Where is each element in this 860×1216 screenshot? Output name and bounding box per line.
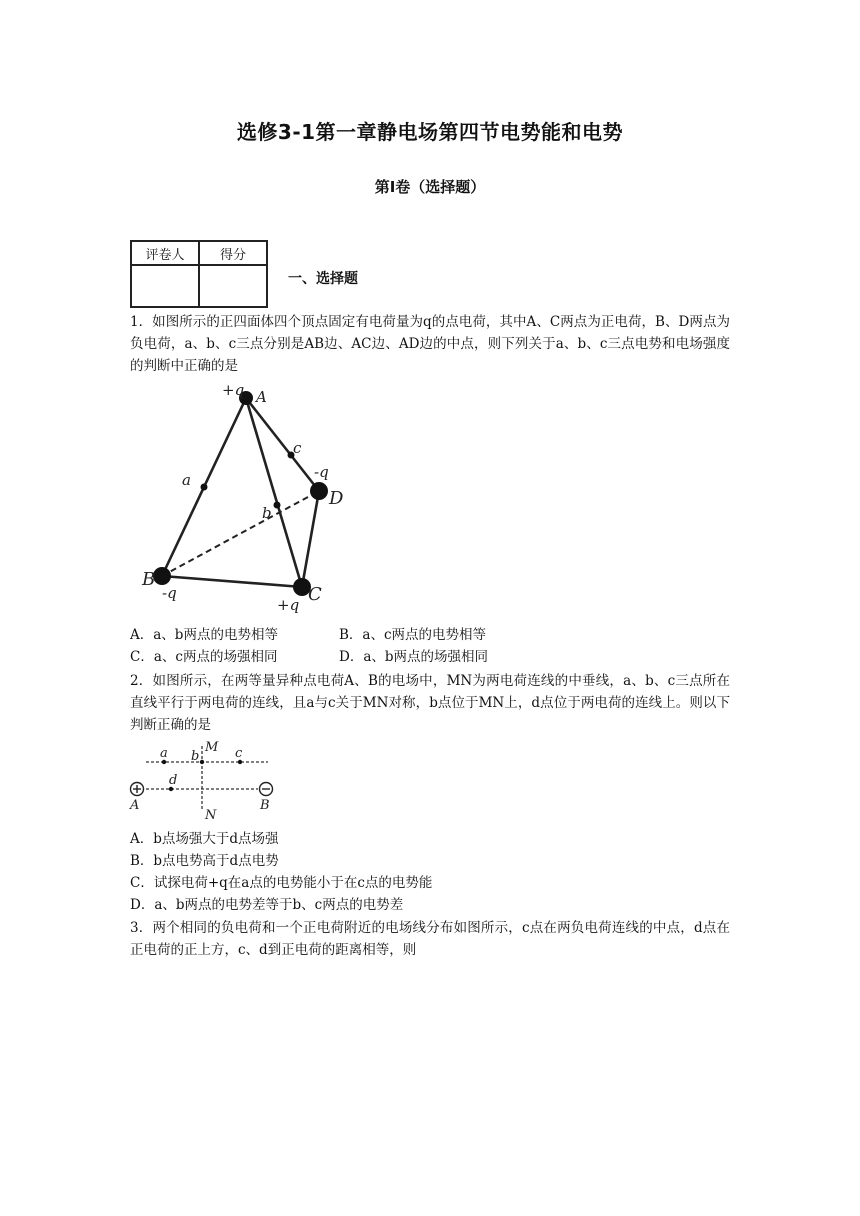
q1-tetrahedron-figure xyxy=(136,378,344,618)
edge-DC xyxy=(302,491,319,587)
label-N: N xyxy=(205,808,217,823)
label-plus-q-C: +q xyxy=(277,596,300,614)
label-M: M xyxy=(205,740,219,755)
page-title: 选修3-1第一章静电场第四节电势能和电势 xyxy=(236,120,624,144)
score-table-cell-grader xyxy=(131,265,199,307)
vertex-D xyxy=(310,482,328,500)
point-b xyxy=(200,760,204,764)
score-table-header-grader: 评卷人 xyxy=(131,241,199,265)
label-c: c xyxy=(293,439,302,457)
edge-AD xyxy=(246,398,319,491)
label-a: a xyxy=(182,471,191,489)
score-table xyxy=(130,240,268,308)
midpoint-b xyxy=(274,502,281,509)
vertex-B xyxy=(153,567,171,585)
q1-option-a: A．a、b两点的电势相等 xyxy=(130,627,278,643)
q1-option-d: D．a、b两点的场强相同 xyxy=(339,649,489,665)
label-c: c xyxy=(235,746,243,761)
edge-BC xyxy=(162,576,302,587)
q1-stem: 1．如图所示的正四面体四个顶点固定有电荷量为q的点电荷，其中A、C两点为正电荷，B、D两点为负电荷，a、b、c三点分别是AB边、AC边、AD边的中点，则下列关于a、b、c三点电势和电场强度的判断中正确的是 xyxy=(130,314,730,374)
label-b: b xyxy=(191,749,200,764)
q1-option-c: C．a、c两点的场强相同 xyxy=(130,649,278,665)
edge-AC xyxy=(246,398,302,587)
q2-charges-figure xyxy=(126,738,286,828)
label-C: C xyxy=(308,584,322,605)
label-D: D xyxy=(329,488,344,509)
label-A: A xyxy=(130,798,140,813)
section-heading: 一、选择题 xyxy=(288,271,358,287)
label-plus-q-A: +q xyxy=(222,381,245,399)
midpoint-a xyxy=(201,484,208,491)
label-minus-q-D: -q xyxy=(314,463,329,481)
label-A: A xyxy=(256,388,267,406)
q2-option-c: C．试探电荷+q在a点的电势能小于在c点的电势能 xyxy=(130,875,433,891)
q2-option-d: D．a、b两点的电势差等于b、c两点的电势差 xyxy=(130,897,404,913)
label-minus-q-B: -q xyxy=(162,584,177,602)
score-table-cell-score xyxy=(199,265,267,307)
score-table-header-score: 得分 xyxy=(199,241,267,265)
q2-option-a: A．b点场强大于d点场强 xyxy=(130,831,279,847)
label-B: B xyxy=(142,569,156,590)
q2-option-b: B．b点电势高于d点电势 xyxy=(130,853,279,869)
paper-subtitle: 第Ⅰ卷（选择题） xyxy=(374,178,486,196)
label-a: a xyxy=(160,746,168,761)
label-B: B xyxy=(260,798,270,813)
q2-stem: 2．如图所示，在两等量异种点电荷A、B的电场中，MN为两电荷连线的中垂线，a、b、c三点所在直线平行于两电荷的连线，且a与c关于MN对称，b点位于MN上，d点位于两电荷的连线上。则以下判断正确的是 xyxy=(130,673,730,733)
label-b: b xyxy=(262,504,272,522)
q3-stem: 3．两个相同的负电荷和一个正电荷附近的电场线分布如图所示，c点在两负电荷连线的中点，d点在正电荷的正上方，c、d到正电荷的距离相等，则 xyxy=(130,920,730,958)
label-d: d xyxy=(169,773,178,788)
q1-option-b: B．a、c两点的电势相等 xyxy=(339,627,487,643)
